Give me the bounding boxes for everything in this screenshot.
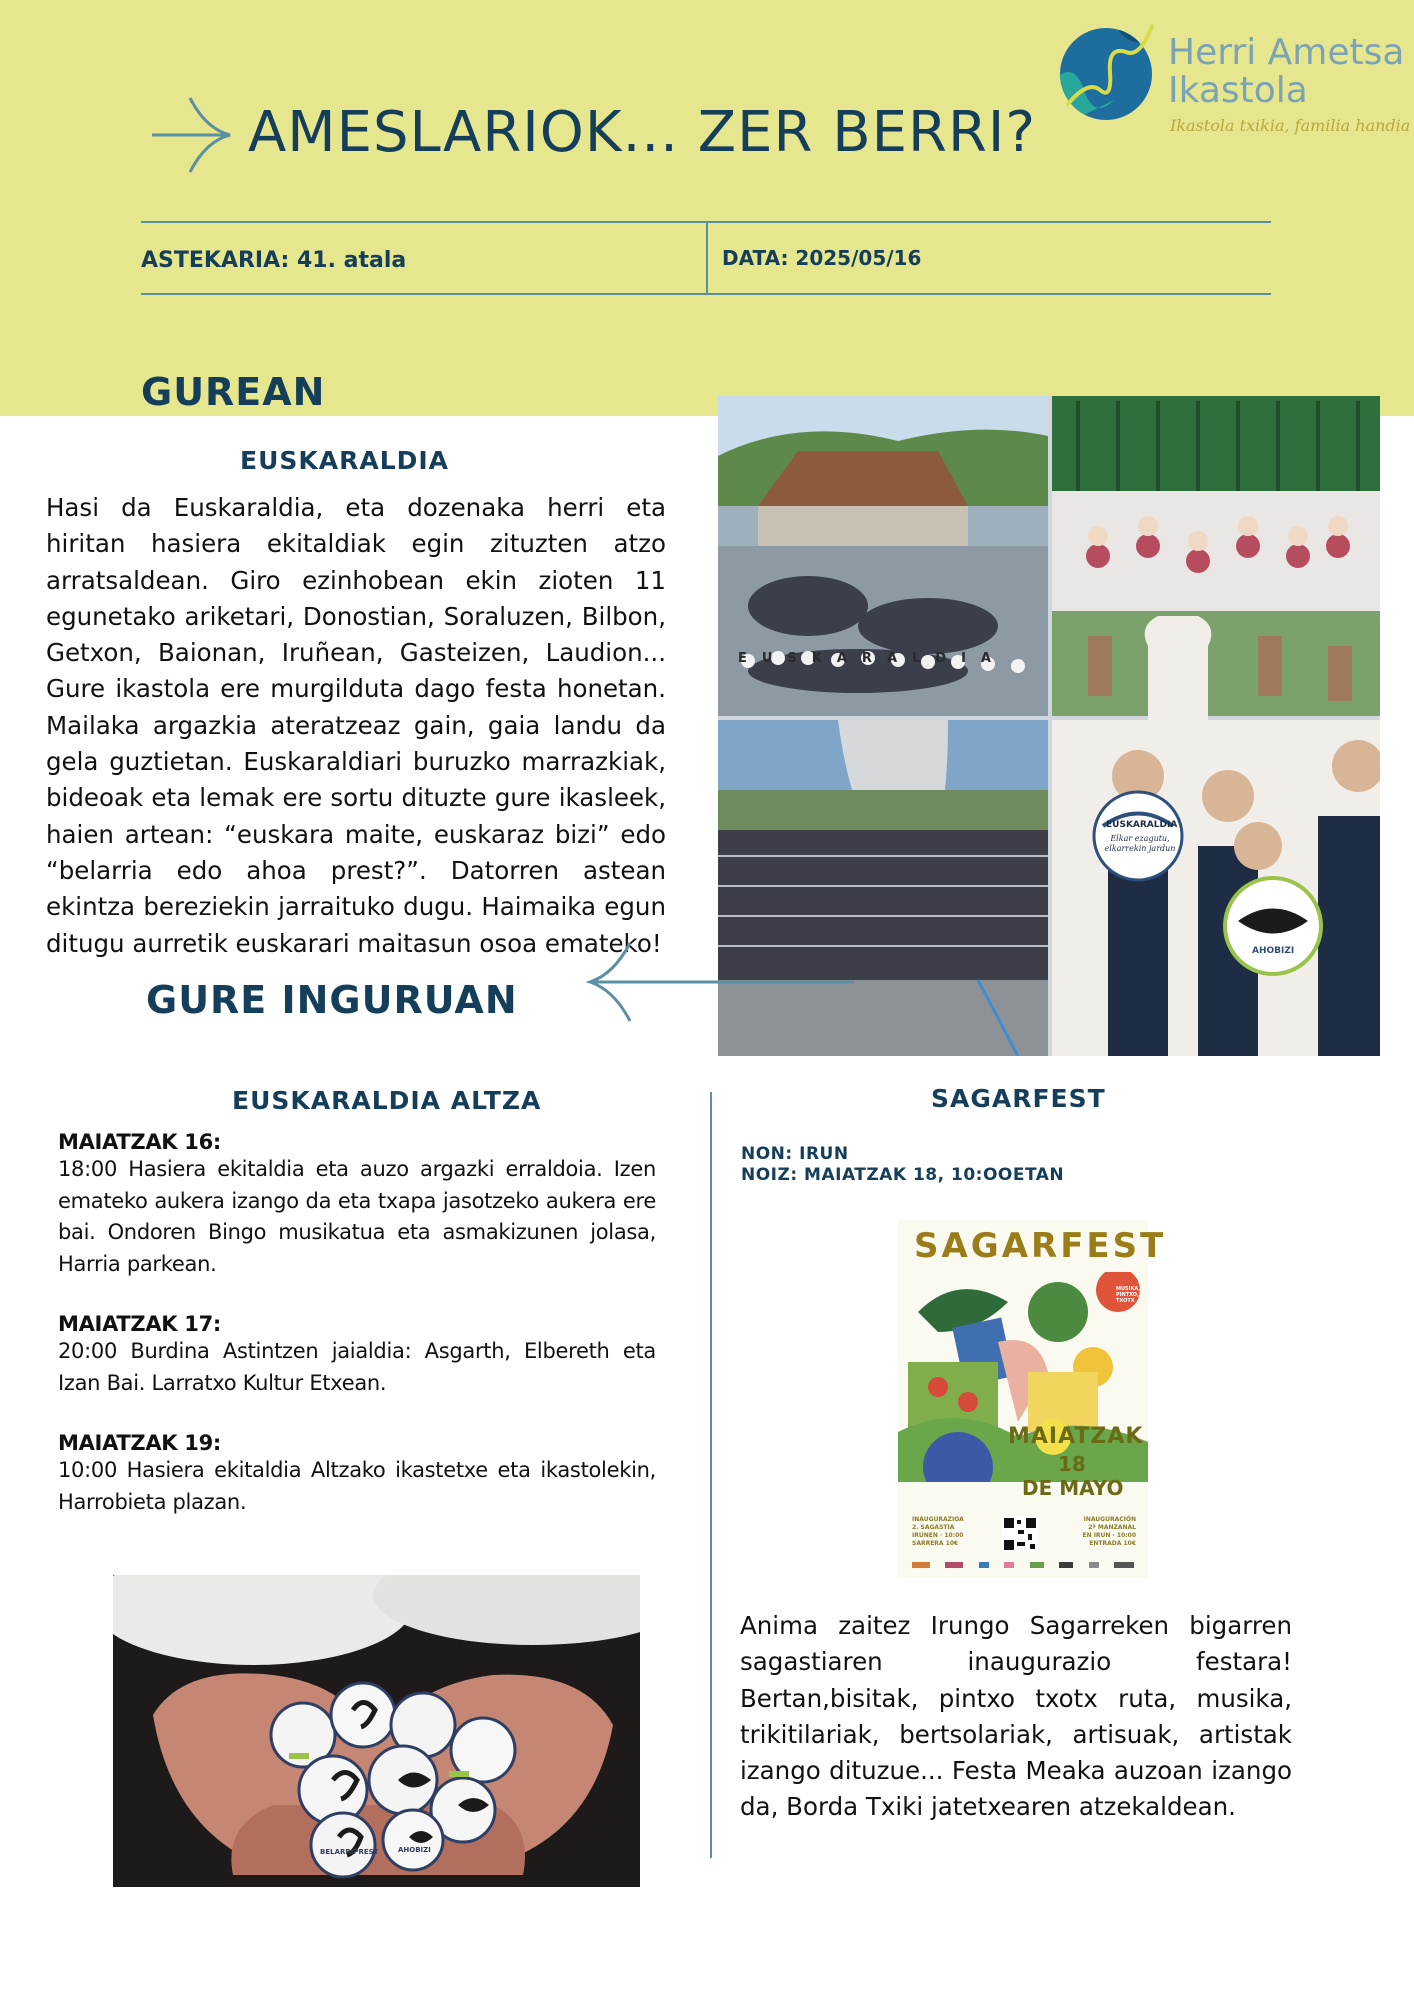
altza-event [58, 1431, 656, 1518]
poster-info-line: 2. SAGASTIA [912, 1524, 955, 1531]
event-description: 20:00 Burdina Astintzen jaialdia: Asgarth, Elbereth eta Izan Bai. Larratxo Kultur Etxean. [58, 1339, 656, 1395]
sagarfest-poster [898, 1220, 1167, 1578]
poster-info-line: 2ª MANZANAL [1088, 1524, 1136, 1531]
section-heading-gurean: GUREAN [141, 370, 326, 414]
poster-date-es: DE MAYO [1022, 1476, 1124, 1500]
badges-photo [113, 1575, 640, 1887]
poster-info-line: INAUGURACIÓN [1083, 1516, 1136, 1523]
meta-divider [706, 221, 708, 295]
poster-info-line: ENTRADA 10€ [1089, 1540, 1136, 1547]
logo-name-line1: Herri Ametsa [1168, 32, 1405, 73]
issue-number: ASTEKARIA: 41. atala [141, 248, 407, 273]
poster-sponsor-logos [912, 1562, 1134, 1572]
poster-title: SAGARFEST [914, 1226, 1167, 1266]
sagarfest-description: Anima zaitez Irungo Sagarreken bigarren sagastiaren inaugurazio festara! Bertan,bisitak, pintxo txotx ruta, musika, trikitilariak, bertsolariak, artisuak, artistak izango dituzue... Festa Meaka auzoan izango da, Borda Txiki jatetxearen atzekaldean. [740, 1611, 1292, 1822]
badge-ahobizi-label: AHOBIZI [398, 1846, 431, 1854]
column-divider [710, 1092, 712, 1858]
poster-info-line: EN IRUN · 10:00 [1082, 1532, 1136, 1539]
sign-ahobizi-label: AHOBIZI [1252, 946, 1295, 956]
event-date: MAIATZAK 16: [58, 1130, 221, 1154]
altza-heading: EUSKARALDIA ALTZA [232, 1086, 542, 1115]
altza-event-list [58, 1130, 656, 1518]
event-date: MAIATZAK 17: [58, 1312, 221, 1336]
poster-illustration [898, 1272, 1148, 1482]
poster-info-line: INAUGURAZIOA [912, 1516, 964, 1523]
logo-name-line2: Ikastola [1168, 70, 1308, 111]
issue-date: DATA: 2025/05/16 [722, 246, 922, 270]
sign-euskaraldia-title: EUSKARALDIA [1106, 820, 1178, 830]
hands-with-badges-image [113, 1575, 640, 1887]
event-description: 18:00 Hasiera ekitaldia eta auzo argazki erraldoia. Izen emateko aukera izango da eta txapa jasotzeko aukera ere bai. Ondoren Bingo musikatua eta asmakizunen jolasa, Harria parkean. [58, 1157, 656, 1276]
poster-day: 18 [1058, 1452, 1086, 1476]
poster-info-eu [912, 1516, 964, 1548]
arrow-right-icon [150, 95, 234, 175]
poster-info-line: SARRERA 10€ [912, 1540, 959, 1547]
event-description: 10:00 Hasiera ekitaldia Altzako ikastetxe eta ikastolekin, Harrobieta plazan. [58, 1458, 656, 1514]
poster-date-eu: MAIATZAK [1008, 1424, 1144, 1449]
page-title: AMESLARIOK... ZER BERRI? [248, 100, 1037, 165]
altza-event [58, 1312, 656, 1399]
sagarfest-heading: SAGARFEST [931, 1084, 1106, 1113]
event-date: MAIATZAK 19: [58, 1431, 221, 1455]
sagarfest-time: NOIZ: MAIATZAK 18, 10:OOETAN [741, 1165, 1065, 1185]
badge-belarriprest-label: BELARRIPREST [320, 1848, 379, 1856]
article-heading-euskaraldia: EUSKARALDIA [240, 446, 450, 475]
collage-spelled-word: EUSKARALDIA [738, 651, 1006, 666]
poster-info-es [1066, 1516, 1136, 1548]
sign-euskaraldia-slogan: Elkar ezagutu, elkarrekin jardun [1104, 834, 1176, 853]
logo-tagline: Ikastola txikia, familia handia [1170, 116, 1411, 135]
poster-tag: MUSIKA, PINTXO, TXOTX [1116, 1286, 1141, 1304]
qr-code-icon [1002, 1516, 1038, 1552]
logo-icon [1054, 20, 1158, 124]
altza-event [58, 1130, 656, 1280]
section-heading-gure-inguruan: GURE INGURUAN [146, 978, 518, 1022]
arrow-left-icon [586, 940, 858, 1024]
poster-info-line: IRUNEN · 10:00 [912, 1532, 964, 1539]
article-body-euskaraldia: Hasi da Euskaraldia, eta dozenaka herri eta hiritan hasiera ekitaldiak egin zituzten atzo arratsaldean. Giro ezinhobean ekin zioten 11 egunetako ariketari, Donostian, Soraluzen, Bilbon, Getxon, Baionan, Iruñean, Gasteizen, Laudion... Gure ikastola ere murgilduta dago festa honetan. Mailaka argazkia ateratzeaz gain, gaia landu da gela guztietan. Euskaraldiari buruzko marrazkiak, bideoak eta lemak ere sortu dituzte gure ikasleek, haien artean: “euskara maite, euskaraz bizi” edo “belarria edo ahoa prest?”. Datorren astean ekintza bereziekin jarraituko dugu. Haimaika egun ditugu aurretik euskarari maitasun osoa emateko! [46, 493, 666, 958]
logo-name [1168, 34, 1404, 110]
sagarfest-location: NON: IRUN [741, 1144, 849, 1164]
